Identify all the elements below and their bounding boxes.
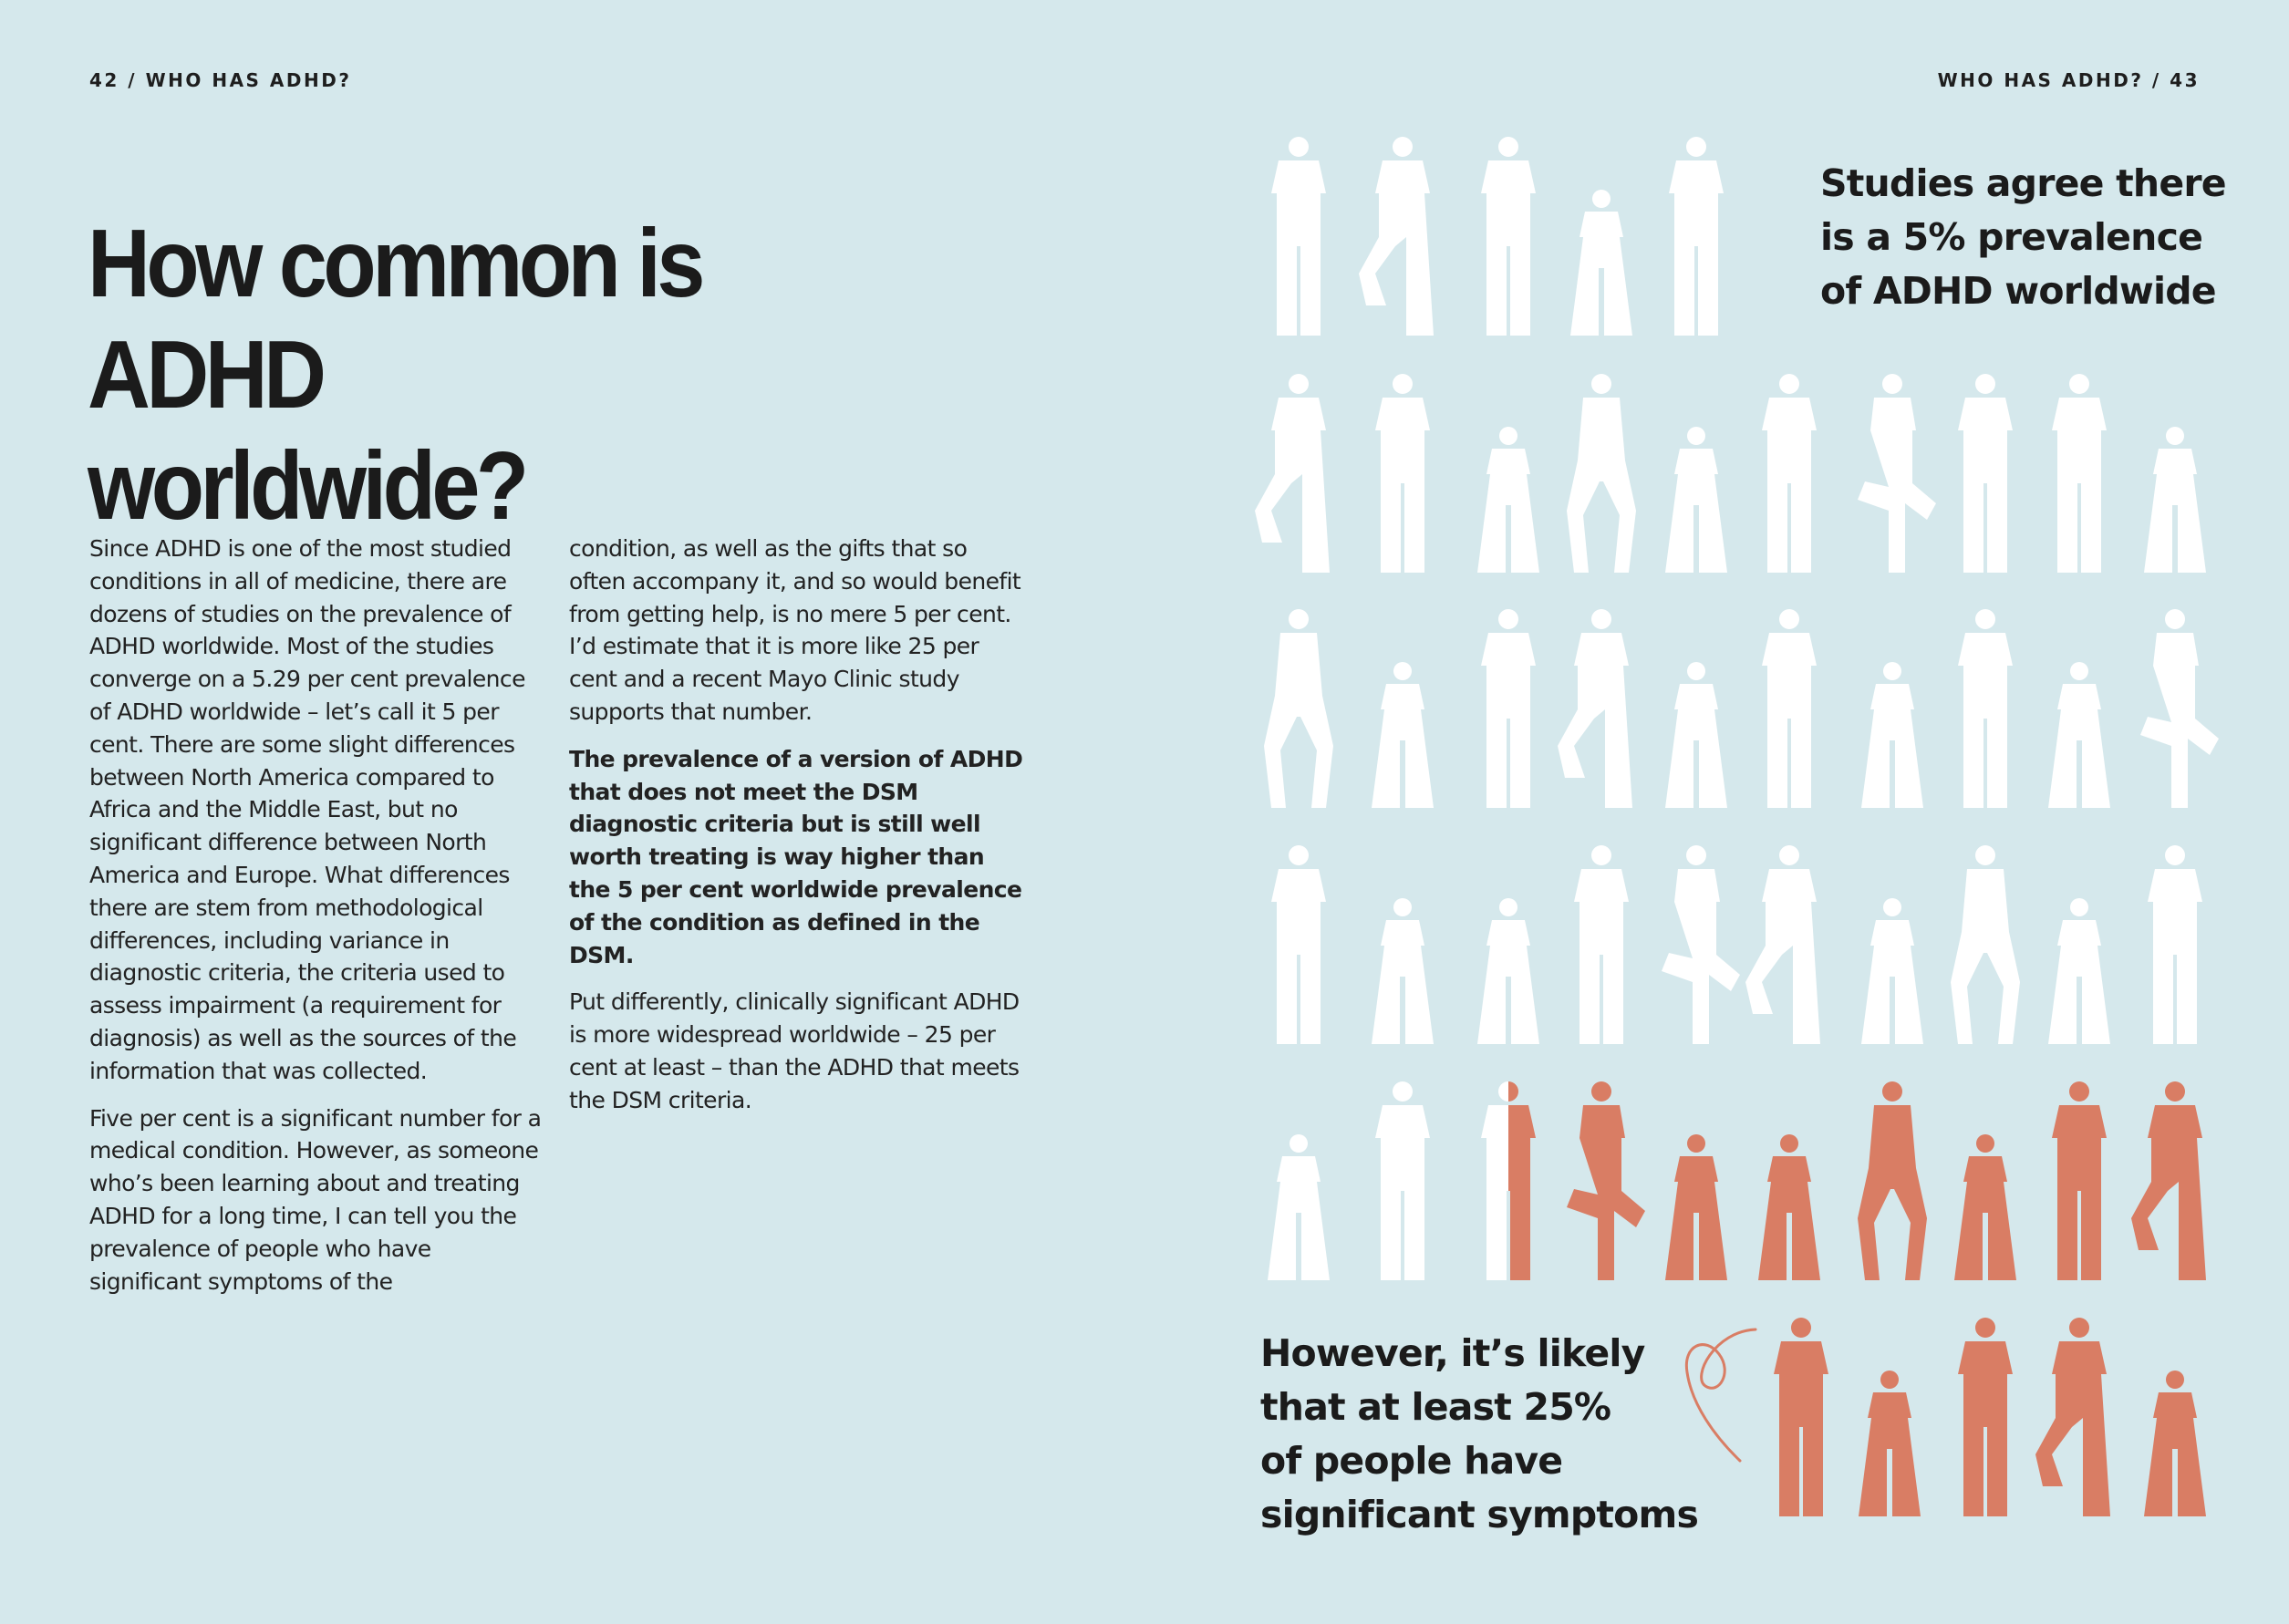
person-figure bbox=[1570, 190, 1632, 336]
callout-line: significant symptoms bbox=[1260, 1493, 1699, 1536]
person-figure bbox=[1558, 609, 1632, 808]
person-figure bbox=[1372, 898, 1434, 1044]
paragraph: condition, as well as the gifts that so often accompany it, and so would benefit from getting help, is no mere 5 per cent. I’d estimate that it is more like 25 per cent and a recent Mayo Clinic study supports that number. bbox=[569, 535, 1021, 725]
person-figure bbox=[1481, 609, 1536, 808]
person-figure bbox=[2148, 845, 2202, 1044]
person-figure bbox=[1669, 137, 1724, 336]
running-head-right: WHO HAS ADHD? / 43 bbox=[1937, 69, 2200, 91]
person-figure bbox=[2052, 1081, 2107, 1280]
person-figure bbox=[1271, 137, 1326, 336]
person-figure bbox=[2035, 1318, 2110, 1516]
person-figure bbox=[1268, 1134, 1330, 1280]
person-figure bbox=[1271, 845, 1326, 1044]
person-figure bbox=[1567, 1081, 1645, 1280]
person-figure bbox=[1372, 662, 1434, 808]
person-figure bbox=[1858, 374, 1936, 573]
callout-line: that at least 25% bbox=[1260, 1385, 1611, 1429]
person-figure bbox=[1665, 662, 1727, 808]
person-figure bbox=[1574, 845, 1629, 1044]
paragraph: Put differently, clinically significant ADHD is more widespread worldwide – 25 per cent at least – than the ADHD that meets the DSM criteria. bbox=[569, 988, 1020, 1113]
title-line-1: How common is ADHD bbox=[88, 210, 701, 429]
person-figure bbox=[1567, 374, 1636, 573]
title-line-2: worldwide? bbox=[88, 432, 525, 540]
person-figure bbox=[1665, 427, 1727, 573]
person-figure bbox=[2140, 609, 2219, 808]
paragraph: Since ADHD is one of the most studied conditions in all of medicine, there are dozens of studies on the prevalence of ADHD worldwide. Most of the studies converge on a 5.29 per cent prevalence of ADHD worldwide – let’s call it 5 per cent. There are some slight differences between North America compared to Africa and the Middle East, but no significant difference between North America and Europe. What differences there are stem from methodological differences, including variance in diagnostic criteria, the criteria used to assess impairment (a requirement for diagnosis) as well as the sources of the information that was collected. bbox=[89, 535, 525, 1084]
person-figure bbox=[1858, 1081, 1927, 1280]
person-figure bbox=[1375, 1081, 1430, 1280]
paragraph: Five per cent is a significant number for a medical condition. However, as someone who’s been learning about and treating ADHD for a long time, I can tell you the prevalence of people who have significant symptoms of the bbox=[89, 1104, 542, 1295]
running-head-left: 42 / WHO HAS ADHD? bbox=[89, 69, 352, 91]
person-figure bbox=[1861, 898, 1923, 1044]
person-figure bbox=[1481, 1081, 1536, 1280]
person-figure bbox=[1758, 1134, 1820, 1280]
person-figure bbox=[1477, 898, 1539, 1044]
person-figure bbox=[1774, 1318, 1828, 1516]
person-figure bbox=[1958, 609, 2013, 808]
person-figure bbox=[1762, 609, 1817, 808]
person-figure bbox=[1958, 1318, 2013, 1516]
person-figure bbox=[2048, 662, 2110, 808]
person-figure bbox=[2048, 898, 2110, 1044]
person-figure bbox=[1958, 374, 2013, 573]
emphasis-paragraph: The prevalence of a version of ADHD that does not meet the DSM diagnostic criteria but is still well worth treating is way higher than the 5 per cent worldwide prevalence of the condition as defined in the DSM. bbox=[569, 745, 1023, 968]
person-figure bbox=[2052, 374, 2107, 573]
callout-line: However, it’s likely bbox=[1260, 1331, 1645, 1375]
person-figure bbox=[1762, 374, 1817, 573]
person-figure bbox=[1255, 374, 1330, 573]
person-figure bbox=[2144, 1371, 2206, 1516]
person-figure bbox=[1745, 845, 1820, 1044]
person-figure bbox=[1954, 1134, 2016, 1280]
person-figure bbox=[2131, 1081, 2206, 1280]
person-figure bbox=[1481, 137, 1536, 336]
callout-line: Studies agree there bbox=[1820, 161, 2226, 205]
squiggle-line bbox=[1686, 1329, 1756, 1461]
person-figure bbox=[1665, 1134, 1727, 1280]
callout-line: is a 5% prevalence bbox=[1820, 215, 2203, 259]
person-figure bbox=[1359, 137, 1434, 336]
person-figure bbox=[2144, 427, 2206, 573]
person-figure bbox=[1264, 609, 1333, 808]
person-figure bbox=[1662, 845, 1740, 1044]
person-figure bbox=[1861, 662, 1923, 808]
person-figure bbox=[1859, 1371, 1921, 1516]
person-figure bbox=[1477, 427, 1539, 573]
person-figure bbox=[1375, 374, 1430, 573]
callout-line: of people have bbox=[1260, 1439, 1563, 1483]
callout-line: of ADHD worldwide bbox=[1820, 269, 2216, 313]
person-figure bbox=[1951, 845, 2020, 1044]
